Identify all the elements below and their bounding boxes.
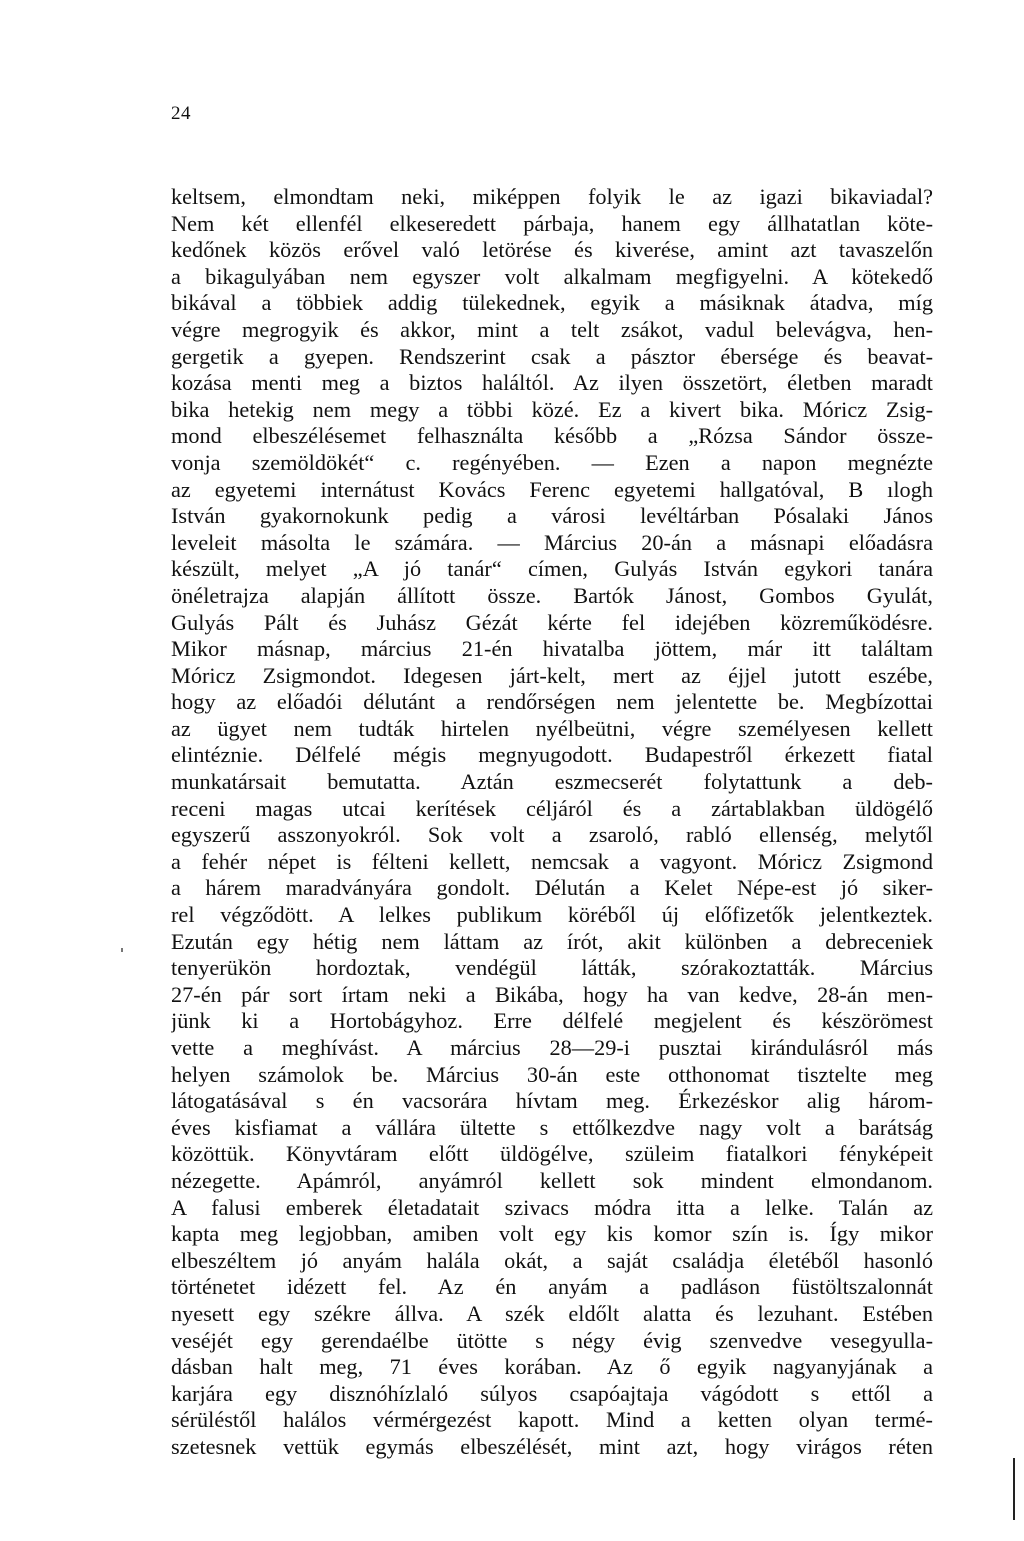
text-line: a fehér népet is félteni kellett, nemcsak a vagyont. Móricz Zsigmond	[171, 848, 933, 874]
text-line: nézegette. Apámról, anyámról kellett sok mindent elmondanom.	[171, 1167, 933, 1193]
text-line: végre megrogyik és akkor, mint a telt zsákot, vadul belevágva, hen-	[171, 316, 933, 342]
text-line: Mikor másnap, március 21-én hivatalba jöttem, már itt találtam	[171, 636, 933, 662]
text-line: A falusi emberek életadatait szivacs módra itta a lelke. Talán az	[171, 1194, 933, 1220]
text-line: gergetik a gyepen. Rendszerint csak a pásztor ébersége és beavat-	[171, 343, 933, 369]
margin-mark-stroke	[1013, 1458, 1015, 1520]
text-line: rel végződött. A lelkes publikum köréből új előfizetők jelentkeztek.	[171, 902, 933, 928]
text-line: bika hetekig nem megy a többi közé. Ez a kivert bika. Móricz Zsig-	[171, 396, 933, 422]
margin-mark	[1012, 1458, 1016, 1520]
text-line: önéletrajza alapján állított össze. Bartók Jánost, Gombos Gyulát,	[171, 582, 933, 608]
text-line: látogatásával s én vacsorára hívtam meg. Érkezéskor alig három-	[171, 1088, 933, 1114]
text-line: 27-én pár sort írtam neki a Bikába, hogy ha van kedve, 28-án men-	[171, 981, 933, 1007]
text-line: Móricz Zsigmondot. Idegesen járt-kelt, mert az éjjel jutott eszébe,	[171, 662, 933, 688]
text-line: vonja szemöldökét“ c. regényében. — Ezen a napon megnézte	[171, 449, 933, 475]
text-line: jünk ki a Hortobágyhoz. Erre délfelé megjelent és készörömest	[171, 1008, 933, 1034]
text-line: a hárem maradványára gondolt. Délután a Kelet Népe-est jó siker-	[171, 875, 933, 901]
text-line: elbeszéltem jó anyám halála okát, a saját családja életéből hasonló	[171, 1247, 933, 1273]
text-line: a bikagulyában nem egyszer volt alkalmam megfigyelni. A kötekedő	[171, 263, 933, 289]
text-line: egyszerű asszonyokról. Sok volt a zsaroló, rabló ellenség, melytől	[171, 822, 933, 848]
text-line: éves kisfiamat a vállára ültette s ettőlkezdve nagy volt a barátság	[171, 1114, 933, 1140]
text-line: vette a meghívást. A március 28—29-i pusztai kirándulásról más	[171, 1035, 933, 1060]
text-line: nyesett egy székre állva. A szék eldőlt alatta és lezuhant. Estében	[171, 1300, 933, 1326]
text-line: bikával a többiek addig tülekednek, egyik a másiknak átadva, míg	[171, 290, 933, 316]
text-line: sérüléstől halálos vérmérgezést kapott. Mind a ketten olyan termé-	[171, 1407, 933, 1433]
text-line: elintéznie. Délfelé mégis megnyugodott. Budapestről érkezett fiatal	[171, 742, 933, 768]
text-line: készült, melyet „A jó tanár“ címen, Gulyás István egykori tanára	[171, 556, 933, 582]
text-line: szetesnek vettük egymás elbeszélését, mint azt, hogy virágos réten	[171, 1433, 933, 1459]
page-number: 24	[171, 103, 191, 124]
text-line: hogy az előadói délutánt a rendőrségen nem jelentette be. Megbízottai	[171, 689, 933, 715]
text-line: helyen számolok be. Március 30-án este otthonomat tisztelte meg	[171, 1061, 933, 1087]
text-line: kapta meg legjobban, amiben volt egy kis komor szín is. Így mikor	[171, 1221, 933, 1247]
text-line: receni magas utcai kerítések céljáról és a zártablakban üldögélő	[171, 795, 933, 821]
text-line: Gulyás Pált és Juhász Gézát kérte fel idejében közreműködésre.	[171, 609, 933, 635]
text-line: veséjét egy gerendaélbe ütötte s négy évig szenvedve vesegyulla-	[171, 1327, 933, 1353]
text-line: mond elbeszélésemet felhasználta később a „Rózsa Sándor össze-	[171, 423, 933, 449]
text-line: munkatársait bemutatta. Aztán eszmecserét folytattunk a deb-	[171, 769, 933, 795]
text-line: István gyakornokunk pedig a városi levéltárban Pósalaki János	[171, 503, 933, 529]
body-text	[171, 184, 933, 1461]
scan-speck	[121, 948, 123, 952]
text-line: karjára egy disznóhízlaló súlyos csapóajtaja vágódott s ettől a	[171, 1380, 933, 1406]
text-line: történetet idézett fel. Az én anyám a padláson füstöltszalonnát	[171, 1274, 933, 1300]
text-line: közöttük. Könyvtáram előtt üldögélve, szüleim fiatalkori fényképeit	[171, 1141, 933, 1167]
text-line: kozása menti meg a biztos haláltól. Az ilyen összetört, életben maradt	[171, 370, 933, 396]
text-line: leveleit másolta le számára. — Március 20-án a másnapi előadásra	[171, 529, 933, 555]
text-line: az ügyet nem tudták hirtelen nyélbeütni, végre személyesen kellett	[171, 715, 933, 741]
text-line: dásban halt meg, 71 éves korában. Az ő egyik nagyanyjának a	[171, 1354, 933, 1380]
text-line: az egyetemi internátust Kovács Ferenc egyetemi hallgatóval, B ılogh	[171, 476, 933, 502]
text-line: Ezután egy hétig nem láttam az írót, akit különben a debreceniek	[171, 928, 933, 954]
text-line: Nem két ellenfél elkeseredett párbaja, hanem egy állhatatlan köte-	[171, 210, 933, 236]
text-line: kedőnek közös erővel való letörése és kiverése, amint azt tavaszelőn	[171, 237, 933, 263]
text-line: tenyerükön hordoztak, vendégül látták, szórakoztatták. Március	[171, 955, 933, 981]
text-line: keltsem, elmondtam neki, miképpen folyik le az igazi bikaviadal?	[171, 184, 933, 209]
